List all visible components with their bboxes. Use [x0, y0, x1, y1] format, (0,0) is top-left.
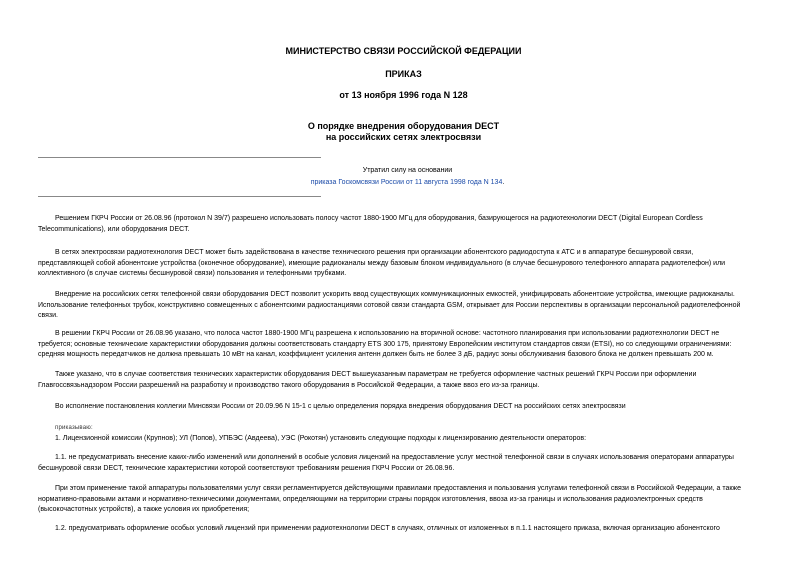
document-date-number: от 13 ноября 1996 года N 128 [339, 90, 468, 100]
paragraph-line: коллективного (в случае системы бесшнуровой связи) пользования и телефонными трубками. [38, 270, 347, 277]
paragraph-line: требуется; основные технические характеристики оборудования должны соответствовать стандарту ETS 300 175, принятому Европейским институтом стандартов связи (ETSI), но со следующими ограничениями: [38, 340, 732, 348]
order-item-1-1 [38, 453, 768, 474]
divider-bottom [38, 196, 321, 197]
paragraph-4 [38, 329, 768, 361]
order-item-note [38, 484, 768, 516]
paragraph-line: Также указано, что в случае соответствия технических характеристик оборудования DECT вышеуказанным параметрам не требуется оформление частных решений ГКРЧ России при оформлении [55, 371, 697, 378]
paragraph-line: В решении ГКРЧ России от 26.08.96 указано, что полоса частот 1880-1900 МГц разрешена к использованию на вторичной основе: частотного планирования при использовании радиотехнологии DECT не [55, 330, 720, 337]
paragraph-3 [38, 290, 768, 322]
paragraph-2 [38, 248, 768, 280]
prikazyvayu-label: приказываю: [55, 425, 93, 431]
repeal-order-link[interactable]: приказа Госкомсвязи России от 11 августа 1998 года N 134 [310, 179, 503, 186]
document-type: ПРИКАЗ [385, 69, 422, 79]
paragraph-line: нормативно-правовыми актами и нормативно-техническими документами, определяющими на территории страны порядок изготовления, ввоза из-за границы и использования радиоэлектронных средств [38, 495, 703, 503]
paragraph-line: 1.2. предусматривать оформление особых условий лицензий при применении радиотехнологии DECT в случаях, отличных от изложенных в п.1.1 настоящего приказа, включая организацию абонентского [55, 525, 720, 532]
paragraph-line: Главгоссвязьнадзором России разрешений на разработку и производство такого оборудования в Российской Федерации, а также ввоз его из-за границы. [38, 381, 540, 389]
paragraph-1 [38, 214, 768, 235]
validity-note-link-line [290, 177, 525, 189]
paragraph-line: При этом применение такой аппаратуры пользователями услуг связи регламентируется действующими правилами предоставления и пользования услугами телефонной связи в Российской Федерации, а также [55, 485, 742, 492]
paragraph-line: связи. [38, 312, 58, 319]
paragraph-line: бесшнуровой связи DECT, технические характеристики которой соответствуют требованиям решения ГКРЧ России от 26.08.96. [38, 464, 455, 472]
validity-note-line: Утратил силу на основании [362, 167, 453, 174]
validity-note-period: . [502, 179, 505, 186]
paragraph-line: средняя мощность передатчиков не должна превышать 10 мВт на канал, коэффициент усиления антенн должен быть не более 3 дБ, радиус зоны обслуживания базового блока не должен превышать 200 м. [38, 351, 714, 358]
paragraph-line: представляющей собой абонентские устройства (оконечное оборудование), имеющие радиоканалы между базовым блоком индивидуального (в случае бесшнурового телефонного аппарата радиотелефон) или [38, 259, 726, 267]
paragraph-line: Решением ГКРЧ России от 26.08.96 (протокол N 39/7) разрешено использовать полосу частот 1880-1900 МГц для оборудования, базирующегося на радиотехнологии DECT (Digital European Cordless [55, 215, 703, 222]
paragraph-line: 1.1. не предусматривать внесение каких-либо изменений или дополнений в особые условия лицензий на предоставление услуг местной телефонной связи в случаях использования операторами аппаратуры [55, 454, 734, 461]
paragraph-line: В сетях электросвязи радиотехнология DECT может быть задействована в качестве технического решения при организации абонентского радиодоступа к АТС и в аппаратуре бесшнуровой связи, [55, 249, 694, 256]
paragraph-line: 1. Лицензионной комиссии (Крупнов); УЛ (Попов), УПБЭС (Авдеева), УЭС (Рокотян) установить следующие подходы к лицензированию деятельности операторов: [55, 435, 587, 442]
paragraph-6 [38, 402, 768, 413]
document-title-line-1: О порядке внедрения оборудования DECT [307, 121, 500, 131]
validity-note [290, 165, 525, 189]
divider-top [38, 157, 321, 158]
paragraph-line: Во исполнение постановления коллегии Минсвязи России от 20.09.96 N 15-1 с целью определения порядка внедрения оборудования DECT на российских сетях электросвязи [55, 403, 626, 410]
order-item-1-2 [38, 524, 768, 535]
paragraph-line: Использование телефонных трубок, конструктивно совмещенных с абонентскими радиостанциями сотовой связи стандарта GSM, открывает для России перспективы в организации персональной радиотелефонной [38, 301, 741, 309]
paragraph-5 [38, 370, 768, 391]
paragraph-line: (высокочастотных устройств), а также условия их приобретения; [38, 506, 250, 513]
document-title-line-2: на российских сетях электросвязи [325, 132, 482, 142]
paragraph-line: Telecommunications), или оборудования DECT. [38, 225, 190, 233]
order-item-1 [38, 434, 768, 445]
ministry-heading: МИНИСТЕРСТВО СВЯЗИ РОССИЙСКОЙ ФЕДЕРАЦИИ [285, 46, 522, 56]
paragraph-line: Внедрение на российских сетях телефонной связи оборудования DECT позволит ускорить ввод существующих коммуникационных емкостей, унифицировать абонентские устройства, имеющие радиоканалы. [55, 291, 735, 298]
